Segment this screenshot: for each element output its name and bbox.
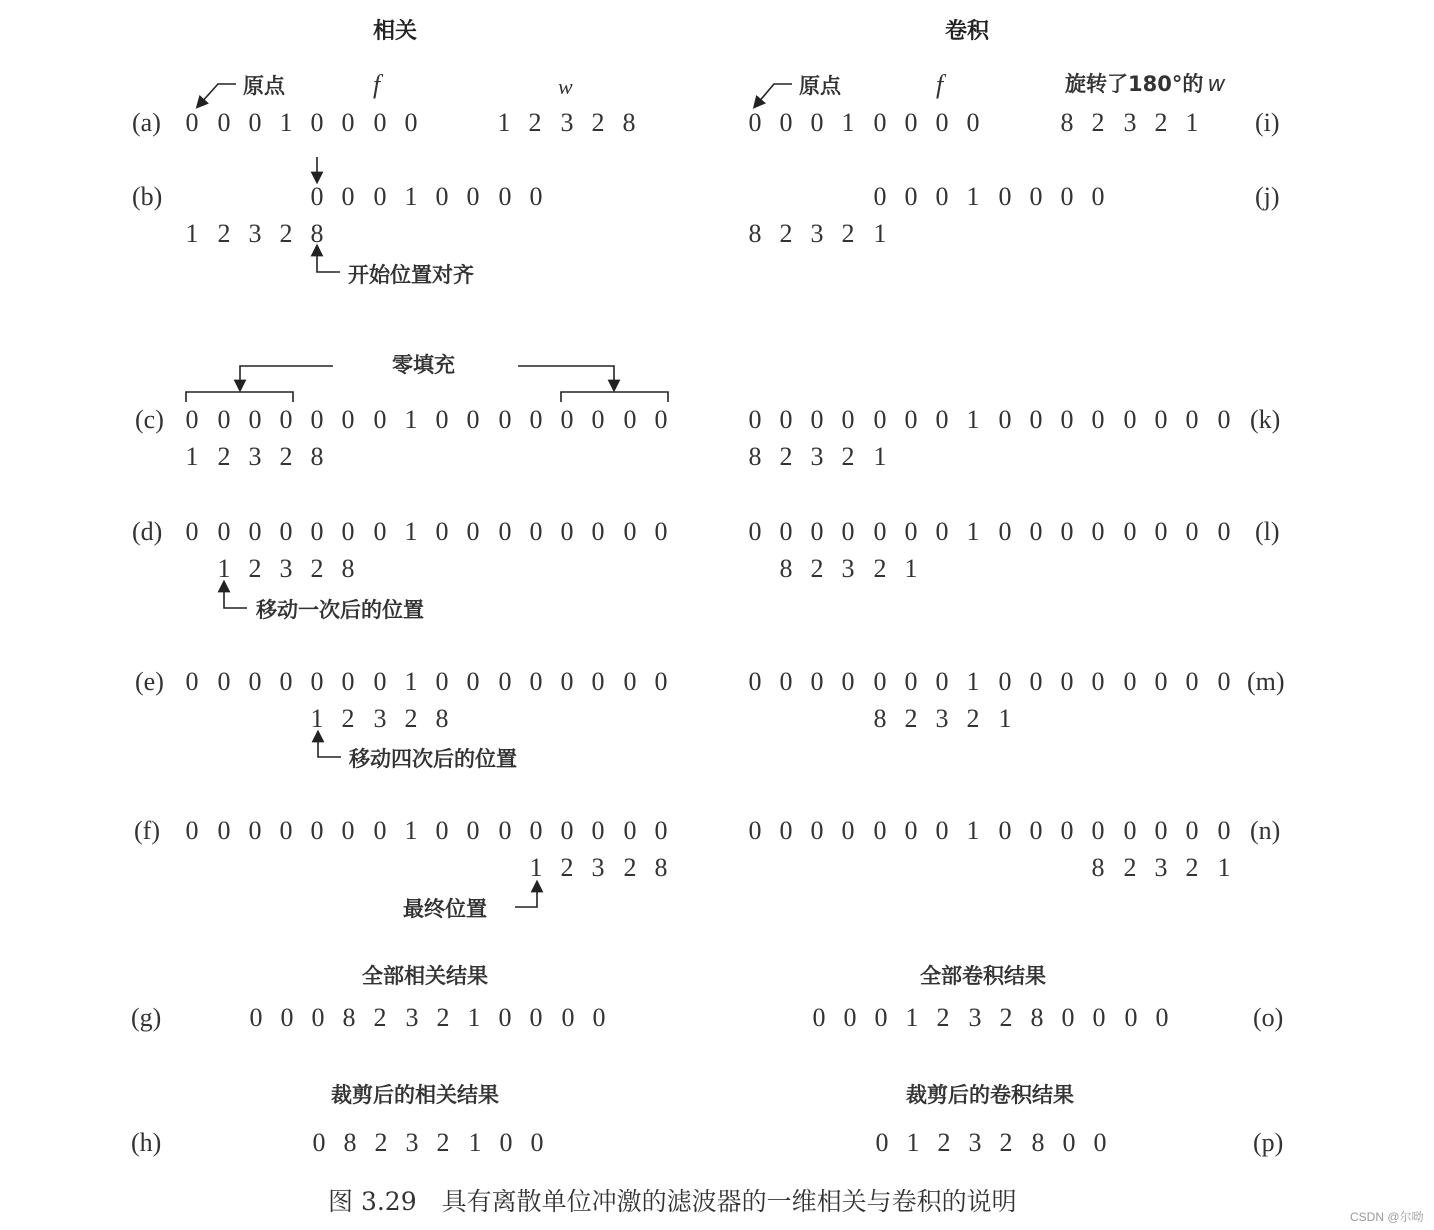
cropped-convolution-title: 裁剪后的卷积结果 [906, 1083, 1074, 1107]
after-one-shift-note: 移动一次后的位置 [256, 598, 424, 622]
figure-caption: 图 3.29 具有离散单位冲激的滤波器的一维相关与卷积的说明 [328, 1187, 1017, 1216]
label-g: (g) [131, 1003, 162, 1032]
four-shift-arrow-icon [318, 736, 341, 757]
correlation-header: 相关 [373, 19, 418, 44]
label-e: (e) [135, 667, 164, 696]
label-o: (o) [1253, 1003, 1284, 1032]
label-d: (d) [132, 517, 163, 546]
origin-note-left: 原点 [243, 74, 285, 98]
final-position-note: 最终位置 [403, 897, 487, 921]
label-j: (j) [1255, 182, 1280, 211]
label-l: (l) [1255, 517, 1280, 546]
convolution-header: 卷积 [945, 19, 990, 44]
final-position-arrow-icon [515, 886, 537, 907]
origin-note-right: 原点 [799, 74, 841, 98]
label-b: (b) [132, 182, 163, 211]
label-k: (k) [1250, 405, 1281, 434]
bracket-left-icon [186, 392, 293, 402]
label-f: (f) [134, 816, 160, 845]
label-a: (a) [132, 108, 161, 137]
label-h: (h) [131, 1128, 162, 1157]
label-p: (p) [1253, 1128, 1284, 1157]
watermark: CSDN @尔呦 [1350, 1210, 1424, 1224]
w-label: w [558, 74, 573, 99]
label-c: (c) [135, 405, 164, 434]
zero-pad-right-arrow-icon [518, 366, 614, 386]
zero-pad-left-arrow-icon [240, 366, 333, 386]
cropped-correlation-title: 裁剪后的相关结果 [331, 1083, 499, 1107]
f-label-left: f [373, 70, 381, 99]
f-label-right: f [936, 70, 944, 99]
full-convolution-title: 全部卷积结果 [920, 964, 1046, 988]
origin-arrow-right-icon [757, 84, 792, 104]
zero-padding-note: 零填充 [392, 353, 455, 377]
rotated-w-text: 旋转了180°的 [1065, 72, 1204, 96]
one-shift-arrow-icon [224, 586, 247, 608]
rotated-w-symbol: w [1207, 72, 1226, 97]
full-correlation-title: 全部相关结果 [362, 964, 488, 988]
start-align-note: 开始位置对齐 [348, 263, 474, 287]
label-i: (i) [1255, 108, 1280, 137]
bracket-right-icon [561, 392, 668, 402]
origin-arrow-left-icon [200, 84, 236, 104]
after-four-shifts-note: 移动四次后的位置 [349, 747, 517, 771]
label-m: (m) [1247, 667, 1285, 696]
start-align-arrow-icon [317, 250, 340, 272]
label-n: (n) [1250, 816, 1281, 845]
